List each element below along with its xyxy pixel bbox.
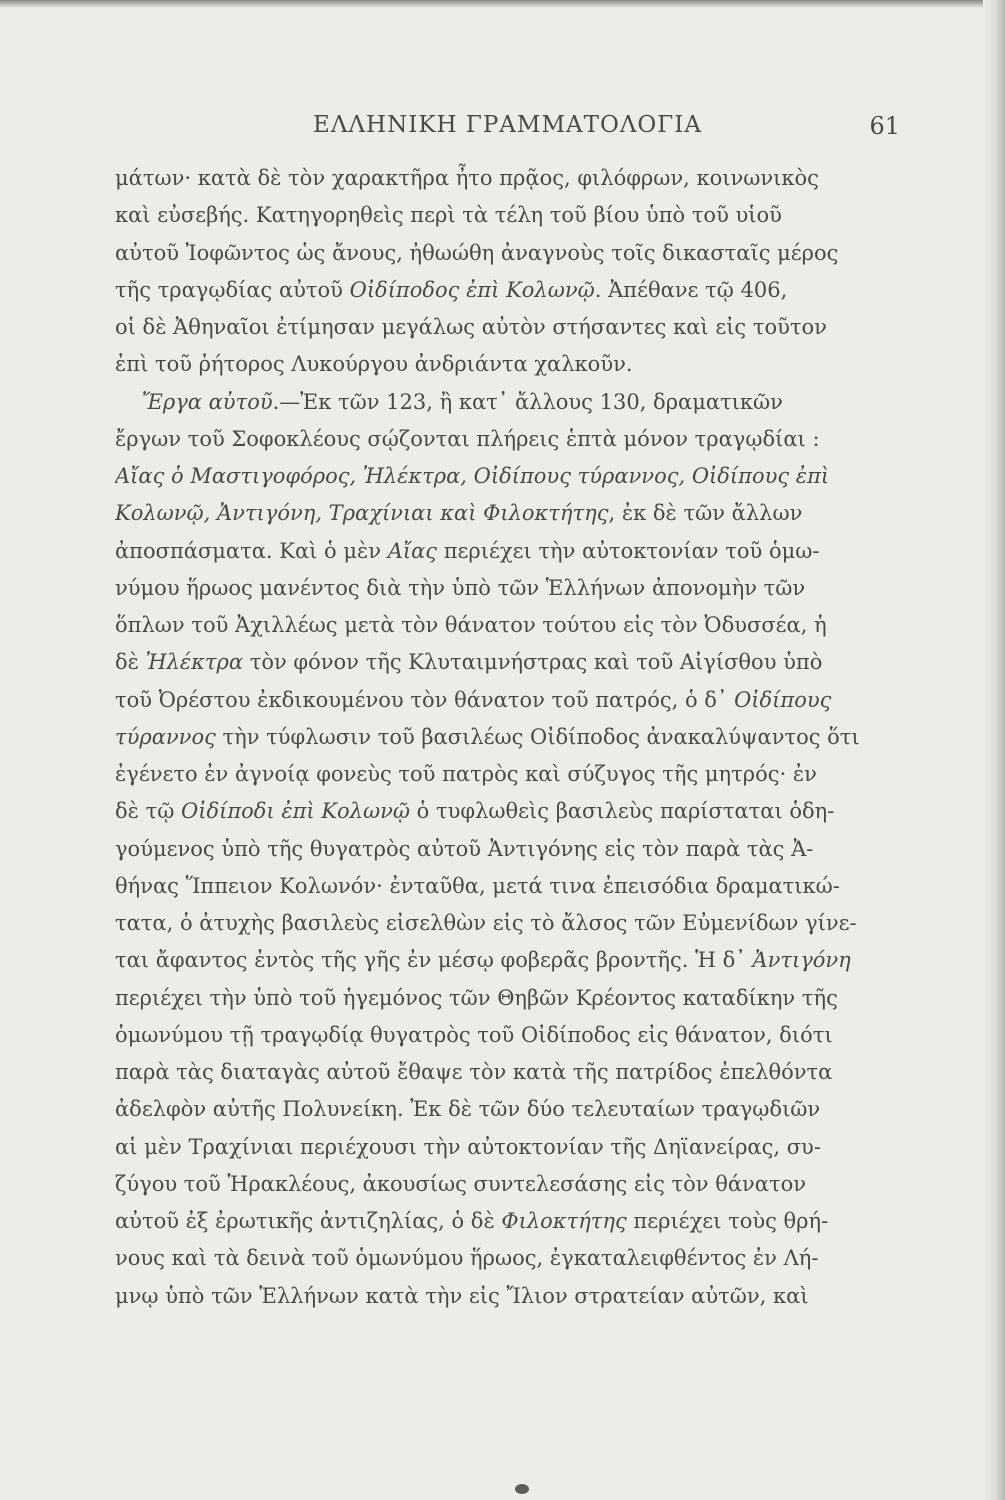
text-line: [115, 346, 915, 383]
text-segment: ται ἄφαντος ἐντὸς τῆς γῆς ἐν μέσῳ φοβερᾶς βροντῆς. Ἡ δ᾿: [115, 948, 753, 973]
running-title: ΕΛΛΗΝΙΚΗ ΓΡΑΜΜΑΤΟΛΟΓΙΑ: [313, 112, 702, 138]
page-header: [115, 108, 900, 148]
text-line: [115, 235, 915, 272]
text-segment: ἐπὶ τοῦ ῥήτορος Λυκούργου ἀνδριάντα χαλκοῦν.: [115, 352, 633, 377]
text-segment: νους καὶ τὰ δεινὰ τοῦ ὁμωνύμου ἥρωος, ἐγκαταλειφθέντος ἐν Λή-: [115, 1246, 819, 1271]
text-segment: .—Ἐκ τῶν 123, ἢ κατ᾿ ἄλλους 130, δραματικῶν: [272, 389, 783, 414]
text-line: [115, 272, 915, 309]
text-segment: αὐτοῦ ἐξ ἐρωτικῆς ἀντιζηλίας, ὁ δὲ: [115, 1209, 502, 1233]
text-segment: ὁμωνύμου τῇ τραγῳδίᾳ θυγατρὸς τοῦ Οἰδίποδος εἰς θάνατον, διότι: [115, 1022, 833, 1047]
italic-title: Φιλοκτήτης: [501, 1209, 627, 1233]
italic-title: Αἴας: [387, 538, 438, 563]
text-line: [115, 1129, 915, 1166]
text-segment: θήνας Ἵππειον Κολωνόν· ἐνταῦθα, μετά τινα ἐπεισόδια δραματικώ-: [115, 873, 840, 898]
text-segment: αἱ μὲν Τραχίνιαι περιέχουσι τὴν αὐτοκτονίαν τῆς Δηϊανείρας, συ-: [115, 1134, 821, 1159]
text-segment: καὶ εὐσεβής. Κατηγορηθεὶς περὶ τὰ τέλη τοῦ βίου ὑπὸ τοῦ υἱοῦ: [115, 203, 782, 228]
italic-title: Κολωνῷ, Ἀντιγόνη, Τραχίνιαι καὶ Φιλοκτήτης: [115, 501, 609, 526]
text-segment: , ἐκ δὲ τῶν ἄλλων: [608, 501, 803, 526]
ink-spot: [515, 1484, 529, 1494]
text-segment: ἀποσπάσματα. Καὶ ὁ μὲν: [115, 538, 388, 563]
page-edge-right: [983, 0, 1005, 1500]
text-line: [115, 756, 915, 793]
text-segment: ἐγένετο ἐν ἀγνοίᾳ φονεὺς τοῦ πατρὸς καὶ σύζυγος τῆς μητρός· ἐν: [115, 762, 817, 786]
text-segment: ἀδελφὸν αὐτῆς Πολυνείκη. Ἐκ δὲ τῶν δύο τελευταίων τραγῳδιῶν: [115, 1097, 821, 1122]
text-line: [115, 868, 915, 905]
italic-title: Ἠλέκτρα: [145, 650, 244, 675]
text-segment: τὴν τύφλωσιν τοῦ βασιλέως Οἰδίποδος ἀνακαλύψαντος ὅτι: [215, 724, 860, 749]
text-segment: γούμενος ὑπὸ τῆς θυγατρὸς αὐτοῦ Ἀντιγόνης εἰς τὸν παρὰ τὰς Ἀ-: [115, 836, 814, 861]
text-line: [115, 793, 915, 830]
text-line: [115, 570, 915, 607]
text-line: [115, 1240, 915, 1277]
text-line: [115, 1091, 915, 1128]
text-line: [115, 384, 915, 421]
text-segment: ἔργων τοῦ Σοφοκλέους σῴζονται πλήρεις ἑπτὰ μόνον τραγῳδίαι :: [115, 426, 820, 451]
italic-title: Ἀντιγόνη: [752, 948, 851, 973]
italic-title: Αἴας ὁ Μαστιγοφόρος, Ἠλέκτρα, Οἰδίπους τύραννος, Οἰδίπους ἐπὶ: [115, 464, 830, 488]
text-segment: μάτων· κατὰ δὲ τὸν χαρακτῆρα ἦτο πρᾷος, φιλόφρων, κοινωνικὸς: [115, 166, 819, 190]
italic-title: τύραννος: [115, 724, 216, 749]
text-segment: τῆς τραγῳδίας αὐτοῦ: [115, 277, 350, 302]
text-line: [115, 980, 915, 1017]
text-segment: ὅπλων τοῦ Ἀχιλλέως μετὰ τὸν θάνατον τούτου εἰς τὸν Ὀδυσσέα, ἡ: [115, 613, 827, 637]
text-line: [115, 1017, 915, 1054]
text-segment: οἱ δὲ Ἀθηναῖοι ἐτίμησαν μεγάλως αὐτὸν στήσαντες καὶ εἰς τοῦτον: [115, 315, 827, 339]
text-segment: αὐτοῦ Ἰοφῶντος ὡς ἄνους, ἠθωώθη ἀναγνοὺς τοῖς δικασταῖς μέρος: [115, 240, 839, 265]
text-line: [115, 682, 915, 719]
text-line: [115, 197, 915, 234]
text-segment: ζύγου τοῦ Ἡρακλέους, ἀκουσίως συντελεσάσης εἰς τὸν θάνατον: [115, 1171, 807, 1196]
text-line: [115, 644, 915, 681]
text-line: [115, 1054, 915, 1091]
text-segment: παρὰ τὰς διαταγὰς αὐτοῦ ἔθαψε τὸν κατὰ τῆς πατρίδος ἐπελθόντα: [115, 1060, 833, 1084]
text-line: [115, 719, 915, 756]
text-line: [115, 1166, 915, 1203]
text-segment: δὲ τῷ: [115, 799, 182, 824]
text-segment: μνῳ ὑπὸ τῶν Ἑλλήνων κατὰ τὴν εἰς Ἴλιον στρατείαν αὐτῶν, καὶ: [115, 1283, 809, 1308]
body-text: [115, 160, 915, 1315]
text-line: [115, 607, 915, 644]
text-segment: δὲ: [115, 650, 146, 675]
text-line: [115, 421, 915, 458]
text-line: [115, 533, 915, 570]
text-line: [115, 831, 915, 868]
text-segment: ὁ τυφλωθεὶς βασιλεὺς παρίσταται ὁδη-: [409, 799, 835, 824]
text-segment: περιέχει τὴν ὑπὸ τοῦ ἡγεμόνος τῶν Θηβῶν Κρέοντος καταδίκην τῆς: [115, 985, 838, 1010]
italic-title: Οἰδίποδι ἐπὶ Κολωνῷ: [181, 799, 410, 824]
text-segment: τὸν φόνον τῆς Κλυταιμνήστρας καὶ τοῦ Αἰγίσθου ὑπὸ: [243, 650, 823, 675]
page-number: 61: [869, 112, 900, 140]
text-line: [115, 458, 915, 495]
italic-title: Ἔργα αὐτοῦ: [141, 389, 273, 414]
text-segment: . Ἀπέθανε τῷ 406,: [594, 277, 788, 302]
page-edge-top: [0, 0, 1005, 8]
text-segment: περιέχει τὴν αὐτοκτονίαν τοῦ ὁμω-: [437, 538, 820, 563]
text-line: [115, 905, 915, 942]
text-segment: τοῦ Ὀρέστου ἐκδικουμένου τὸν θάνατον τοῦ πατρός, ὁ δ᾿: [115, 687, 735, 712]
italic-title: Οἰδίπους: [734, 687, 832, 712]
text-segment: περιέχει τοὺς θρή-: [626, 1209, 829, 1233]
text-line: [115, 160, 915, 197]
text-segment: νύμου ἥρωος μανέντος διὰ τὴν ὑπὸ τῶν Ἑλλήνων ἀπονομὴν τῶν: [115, 575, 806, 600]
text-line: [115, 942, 915, 979]
text-segment: τατα, ὁ ἀτυχὴς βασιλεὺς εἰσελθὼν εἰς τὸ ἄλσος τῶν Εὐμενίδων γίνε-: [115, 911, 857, 935]
text-line: [115, 1278, 915, 1315]
text-segment: [115, 390, 142, 414]
text-line: [115, 1203, 915, 1240]
italic-title: Οἰδίποδος ἐπὶ Κολωνῷ: [349, 277, 595, 302]
text-line: [115, 309, 915, 346]
text-line: [115, 495, 915, 532]
